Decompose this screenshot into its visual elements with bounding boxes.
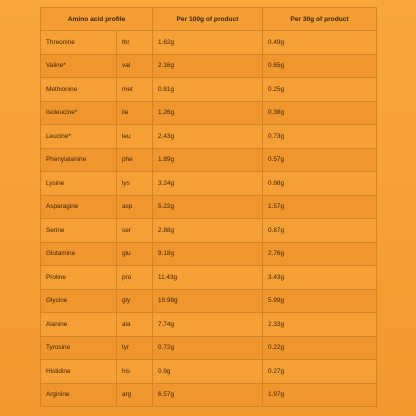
amino-acid-abbreviation: his [117,360,153,384]
amino-acid-name: Phenylalanine [41,148,117,172]
amino-acid-abbreviation: leu [117,125,153,149]
amino-acid-abbreviation: asp [117,195,153,219]
value-per-100g: 0.9g [153,360,263,384]
table-header-row [41,8,377,31]
value-per-30g: 0.49g [263,31,377,55]
table-row [41,383,377,407]
value-per-100g: 11.43g [153,266,263,290]
amino-acid-name: Valine* [41,54,117,78]
table-row [41,148,377,172]
value-per-100g: 6.57g [153,383,263,407]
table-row [41,54,377,78]
amino-acid-name: Tyrosine [41,336,117,360]
value-per-30g: 0.87g [263,219,377,243]
amino-acid-name: Alanine [41,313,117,337]
value-per-100g: 3.24g [153,172,263,196]
value-per-30g: 0.73g [263,125,377,149]
amino-acid-name: Lysine [41,172,117,196]
header-per-100g: Per 100g of product [153,8,263,31]
table-row [41,101,377,125]
amino-acid-abbreviation: lys [117,172,153,196]
value-per-100g: 0.72g [153,336,263,360]
value-per-100g: 9.18g [153,242,263,266]
amino-acid-name: Proline [41,266,117,290]
table-row [41,78,377,102]
value-per-30g: 0.22g [263,336,377,360]
table-row [41,172,377,196]
value-per-100g: 1.89g [153,148,263,172]
amino-acid-name: Asparagine [41,195,117,219]
amino-acid-name: Isoleucine* [41,101,117,125]
amino-acid-abbreviation: val [117,54,153,78]
value-per-100g: 2.43g [153,125,263,149]
table-row [41,266,377,290]
amino-acid-abbreviation: glu [117,242,153,266]
table-row [41,125,377,149]
amino-acid-abbreviation: arg [117,383,153,407]
amino-acid-abbreviation: thr [117,31,153,55]
value-per-100g: 1.26g [153,101,263,125]
value-per-30g: 0.57g [263,148,377,172]
amino-acid-abbreviation: ser [117,219,153,243]
value-per-100g: 2.16g [153,54,263,78]
table-body [41,31,377,407]
table-row [41,289,377,313]
amino-acid-name: Glutamine [41,242,117,266]
amino-acid-name: Glycine [41,289,117,313]
value-per-30g: 2.33g [263,313,377,337]
table-row [41,219,377,243]
table-row [41,360,377,384]
value-per-100g: 0.81g [153,78,263,102]
value-per-30g: 5.99g [263,289,377,313]
amino-acid-name: Serine [41,219,117,243]
amino-acid-abbreviation: phe [117,148,153,172]
amino-acid-table [40,7,377,407]
value-per-30g: 0.38g [263,101,377,125]
value-per-30g: 0.25g [263,78,377,102]
value-per-100g: 19.98g [153,289,263,313]
table-row [41,313,377,337]
amino-acid-abbreviation: gly [117,289,153,313]
table-row [41,31,377,55]
header-per-30g: Per 30g of product [263,8,377,31]
value-per-100g: 7.74g [153,313,263,337]
header-amino-acid-profile: Amino acid profile [41,8,153,31]
amino-acid-abbreviation: pro [117,266,153,290]
value-per-30g: 2.76g [263,242,377,266]
value-per-30g: 1.57g [263,195,377,219]
value-per-100g: 2.88g [153,219,263,243]
value-per-30g: 0.27g [263,360,377,384]
amino-acid-name: Histidine [41,360,117,384]
amino-acid-abbreviation: met [117,78,153,102]
table-row [41,195,377,219]
amino-acid-name: Methionine [41,78,117,102]
table-row [41,336,377,360]
amino-acid-name: Arginine [41,383,117,407]
amino-acid-abbreviation: ala [117,313,153,337]
amino-acid-abbreviation: tyr [117,336,153,360]
amino-acid-name: Threonine [41,31,117,55]
value-per-30g: 1.97g [263,383,377,407]
value-per-30g: 0.65g [263,54,377,78]
value-per-30g: 0.98g [263,172,377,196]
value-per-30g: 3.43g [263,266,377,290]
table-row [41,242,377,266]
amino-acid-name: Leucine* [41,125,117,149]
amino-acid-abbreviation: ile [117,101,153,125]
value-per-100g: 1.62g [153,31,263,55]
value-per-100g: 5.22g [153,195,263,219]
